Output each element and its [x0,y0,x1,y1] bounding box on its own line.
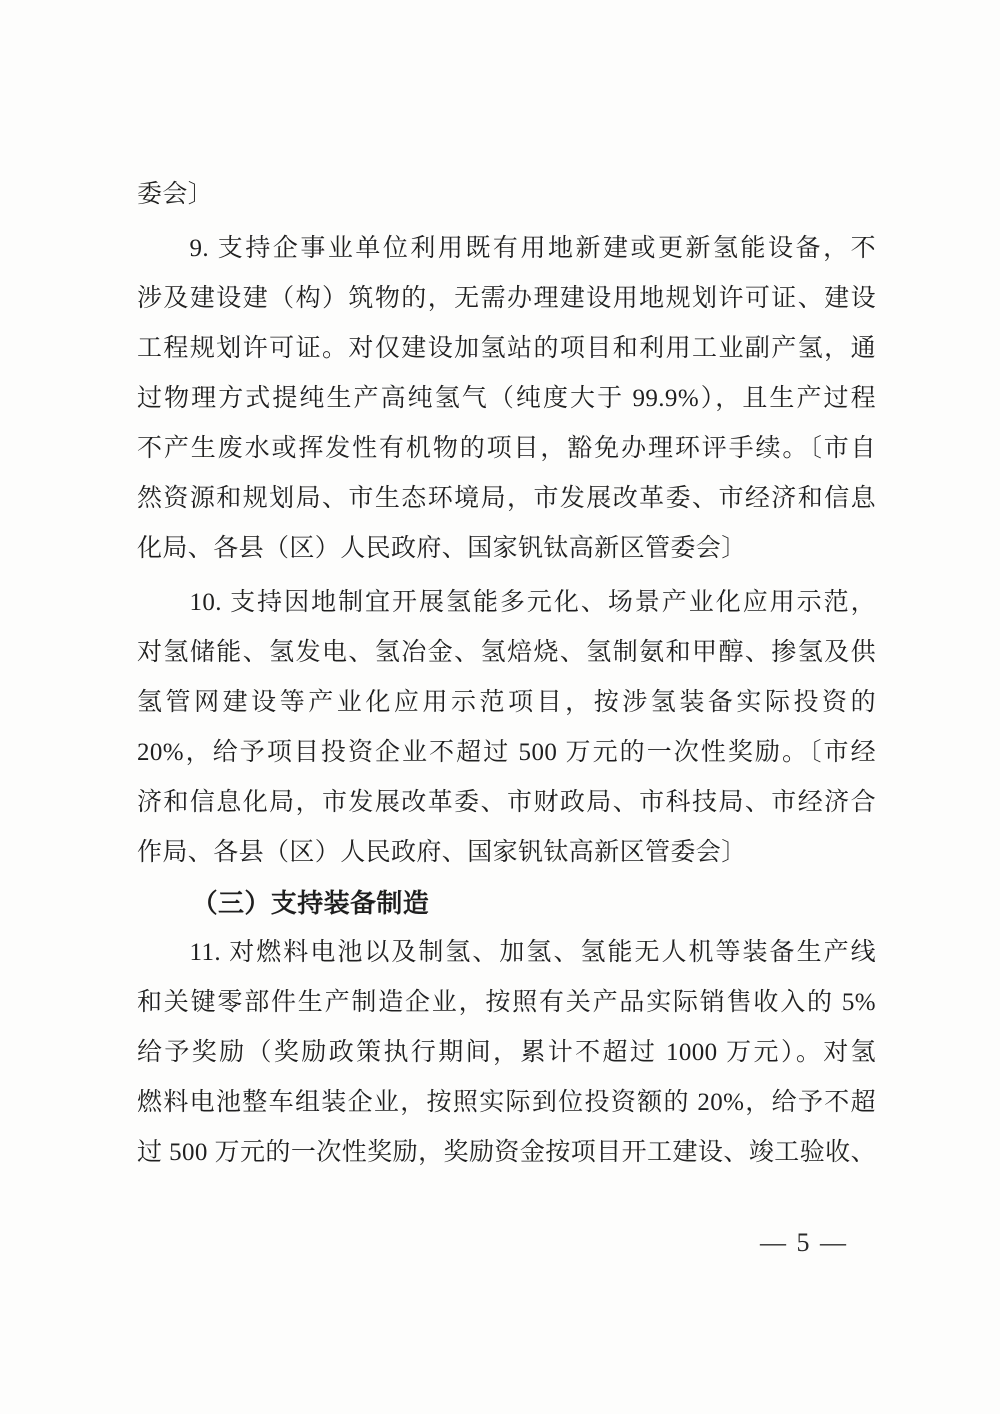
doc-line: 氢管网建设等产业化应用示范项目，按涉氢装备实际投资的 [137,689,876,716]
doc-line: 济和信息化局，市发展改革委、市财政局、市科技局、市经济合 [137,789,876,816]
doc-line: 9. 支持企事业单位利用既有用地新建或更新氢能设备，不 [189,235,876,262]
doc-line: 过物理方式提纯生产高纯氢气（纯度大于 99.9%），且生产过程 [137,385,876,412]
doc-line: 和关键零部件生产制造企业，按照有关产品实际销售收入的 5% [137,989,876,1016]
doc-line: 对氢储能、氢发电、氢冶金、氢焙烧、氢制氨和甲醇、掺氢及供 [137,639,876,666]
doc-line: 作局、各县（区）人民政府、国家钒钛高新区管委会〕 [137,839,747,866]
section-heading: （三）支持装备制造 [191,888,430,918]
doc-line: 20%，给予项目投资企业不超过 500 万元的一次性奖励。〔市经 [137,739,876,766]
doc-line: 委会〕 [137,181,214,208]
doc-line: 燃料电池整车组装企业，按照实际到位投资额的 20%，给予不超 [137,1089,876,1116]
doc-line: 工程规划许可证。对仅建设加氢站的项目和利用工业副产氢，通 [137,335,876,362]
doc-line: 给予奖励（奖励政策执行期间，累计不超过 1000 万元）。对氢 [137,1039,876,1066]
doc-line: 化局、各县（区）人民政府、国家钒钛高新区管委会〕 [137,535,747,562]
doc-line: 然资源和规划局、市生态环境局，市发展改革委、市经济和信息 [137,485,876,512]
doc-line: 过 500 万元的一次性奖励，奖励资金按项目开工建设、竣工验收、 [137,1139,876,1166]
doc-line: 11. 对燃料电池以及制氢、加氢、氢能无人机等装备生产线 [189,939,876,966]
doc-line: 不产生废水或挥发性有机物的项目，豁免办理环评手续。〔市自 [137,435,876,462]
doc-line: 10. 支持因地制宜开展氢能多元化、场景产业化应用示范， [189,589,876,616]
document-text-block [137,170,876,1178]
doc-line: 涉及建设建（构）筑物的，无需办理建设用地规划许可证、建设 [137,285,876,312]
page-number: — 5 — [760,1228,848,1257]
